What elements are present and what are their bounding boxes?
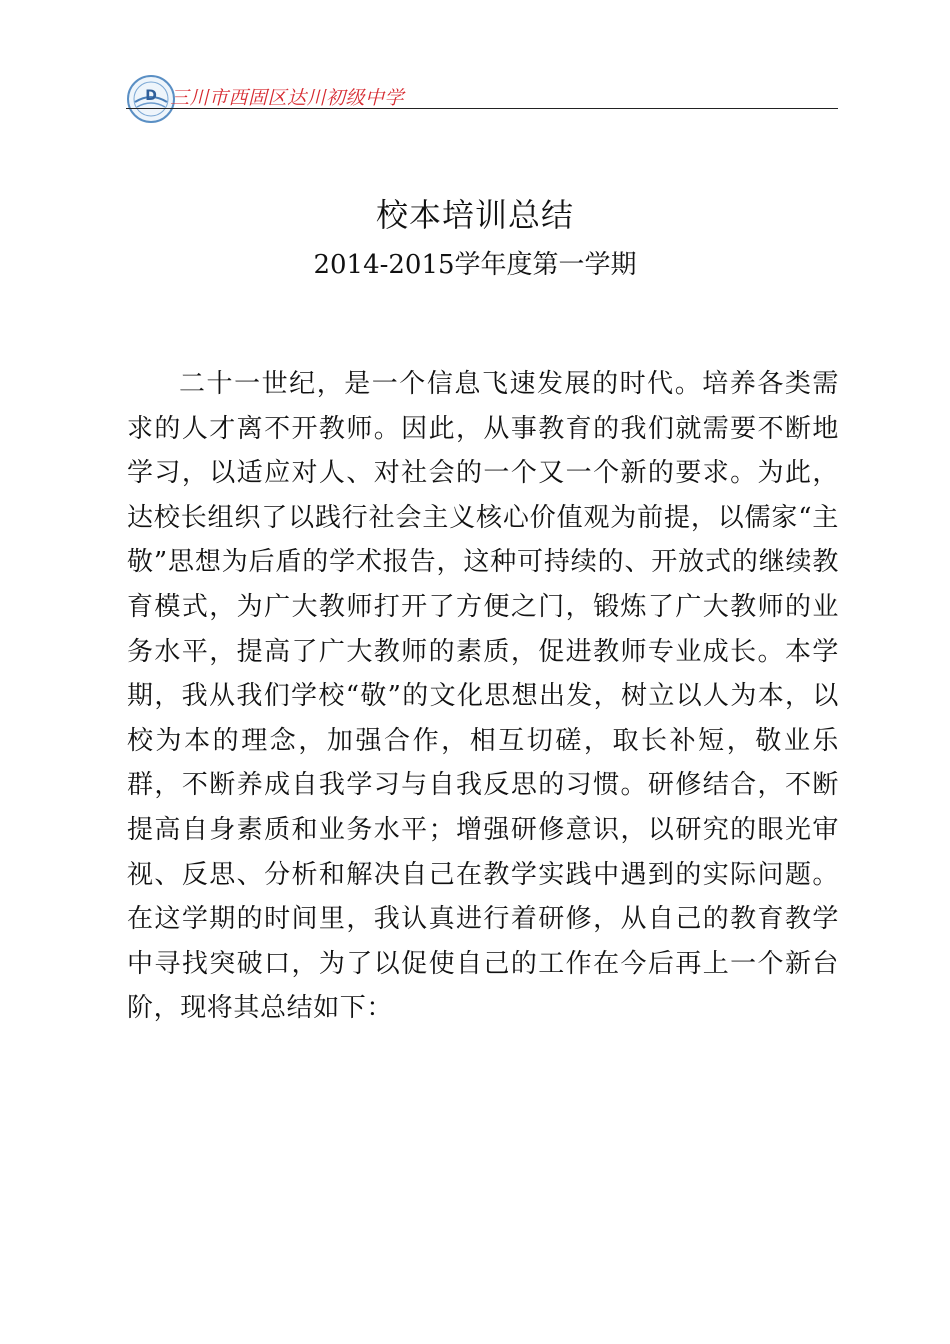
school-name: 三川市西固区达川初级中学 [170, 87, 405, 109]
body-paragraph: 二十一世纪，是一个信息飞速发展的时代。培养各类需求的人才离不开教师。因此，从事教育的我们就需要不断地学习，以适应对人、对社会的一个又一个新的要求。为此，达校长组织了以践行社会主义核心价值观为前提，以儒家“主敬”思想为后盾的学术报告，这种可持续的、开放式的继续教育模式，为广大教师打开了方便之门，锻炼了广大教师的业务水平，提高了广大教师的素质，促进教师专业成长。本学期，我从我们学校“敬”的文化思想出发，树立以人为本，以校为本的理念，加强合作，相互切磋，取长补短，敬业乐群，不断养成自我学习与自我反思的习惯。研修结合，不断提高自身素质和业务水平；增强研修意识，以研究的眼光审视、反思、分析和解决自己在教学实践中遇到的实际问题。在这学期的时间里，我认真进行着研修，从自己的教育教学中寻找突破口，为了以促使自己的工作在今后再上一个新台阶，现将其总结如下： [127, 369, 839, 1024]
page-header [126, 74, 838, 110]
header-divider [126, 108, 838, 109]
document-subtitle: 2014-2015学年度第一学期 [313, 250, 637, 280]
school-emblem-icon [126, 74, 176, 124]
svg-text:D: D [145, 88, 157, 104]
document-title: 校本培训总结 [375, 196, 574, 234]
